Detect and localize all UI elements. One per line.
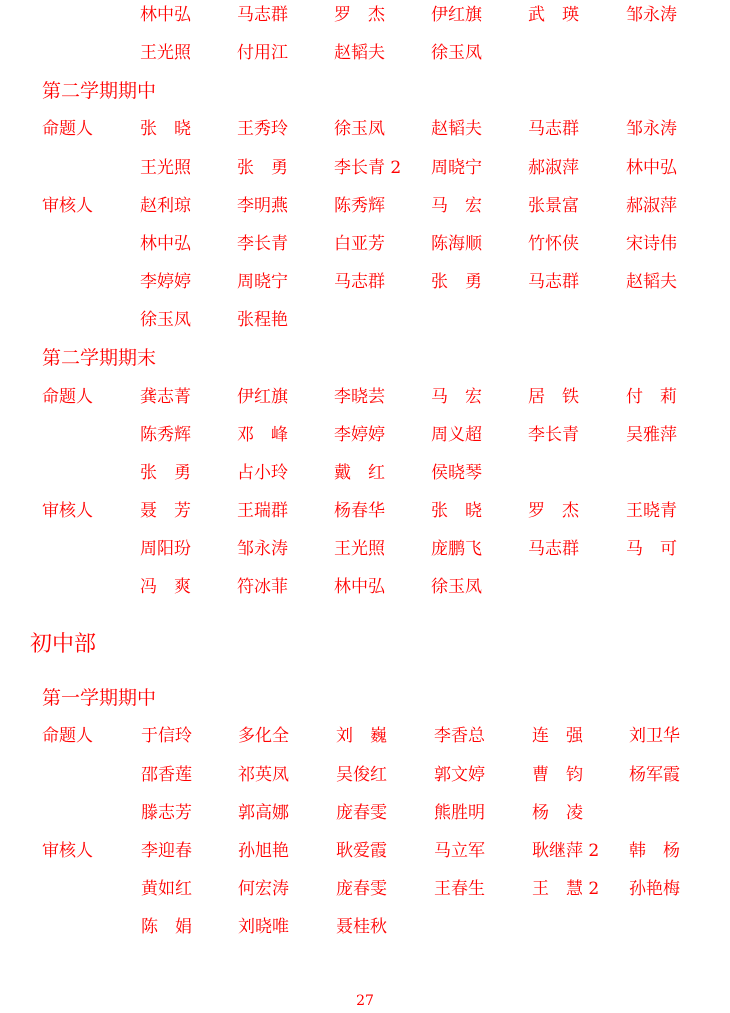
staff-name: 赵韬夫 [334, 43, 385, 63]
staff-name: 罗 杰 [334, 5, 385, 25]
staff-name: 马 宏 [431, 387, 482, 407]
staff-name: 李长青 [528, 425, 579, 445]
staff-name: 张 勇 [237, 158, 288, 178]
staff-row [0, 763, 730, 787]
staff-name: 祁英凤 [238, 765, 289, 785]
staff-name: 王光照 [140, 43, 191, 63]
staff-name: 杨军霞 [629, 765, 680, 785]
staff-name: 郭文婷 [434, 765, 485, 785]
staff-name: 李婷婷 [334, 425, 385, 445]
staff-name: 王光照 [334, 539, 385, 559]
staff-name: 马 可 [626, 539, 677, 559]
staff-name: 马立军 [434, 841, 485, 861]
staff-name: 王晓青 [626, 501, 677, 521]
staff-name: 熊胜明 [434, 803, 485, 823]
staff-name: 居 铁 [528, 387, 579, 407]
staff-name: 符冰菲 [237, 577, 288, 597]
staff-name: 庞春雯 [336, 879, 387, 899]
staff-row [0, 156, 730, 180]
staff-name: 王春生 [434, 879, 485, 899]
staff-name: 杨 凌 [532, 803, 583, 823]
staff-name: 竹怀侠 [528, 234, 579, 254]
staff-name: 吴雅萍 [626, 425, 677, 445]
staff-name: 王 慧 2 [532, 879, 600, 899]
staff-row [0, 3, 730, 27]
staff-row [0, 499, 730, 523]
role-label: 审核人 [42, 501, 93, 521]
role-label: 命题人 [42, 726, 93, 746]
staff-name: 白亚芳 [334, 234, 385, 254]
staff-name: 马志群 [334, 272, 385, 292]
staff-name: 徐玉凤 [334, 119, 385, 139]
staff-name: 罗 杰 [528, 501, 579, 521]
staff-name: 耿继萍 2 [532, 841, 600, 861]
staff-name: 陈秀辉 [334, 196, 385, 216]
staff-name: 吴俊红 [336, 765, 387, 785]
staff-row [0, 724, 730, 748]
staff-name: 曹 钧 [532, 765, 583, 785]
term-heading: 第二学期期末 [42, 347, 157, 369]
staff-row [0, 839, 730, 863]
role-label: 命题人 [42, 119, 93, 139]
staff-row [0, 801, 730, 825]
staff-name: 徐玉凤 [431, 577, 482, 597]
staff-row [0, 915, 730, 939]
staff-name: 李香总 [434, 726, 485, 746]
staff-name: 周晓宁 [431, 158, 482, 178]
role-label: 审核人 [42, 841, 93, 861]
role-label: 审核人 [42, 196, 93, 216]
staff-name: 黄如红 [141, 879, 192, 899]
department-heading: 初中部 [30, 632, 97, 657]
staff-name: 马志群 [528, 539, 579, 559]
staff-name: 林中弘 [140, 234, 191, 254]
staff-name: 连 强 [532, 726, 583, 746]
staff-name: 徐玉凤 [431, 43, 482, 63]
staff-name: 张 晓 [140, 119, 191, 139]
staff-name: 张 勇 [140, 463, 191, 483]
staff-name: 张 勇 [431, 272, 482, 292]
staff-name: 多化全 [238, 726, 289, 746]
staff-name: 龚志菁 [140, 387, 191, 407]
staff-name: 宋诗伟 [626, 234, 677, 254]
staff-name: 林中弘 [334, 577, 385, 597]
staff-name: 赵韬夫 [431, 119, 482, 139]
staff-name: 侯晓琴 [431, 463, 482, 483]
staff-name: 戴 红 [334, 463, 385, 483]
staff-name: 陈秀辉 [140, 425, 191, 445]
staff-name: 赵韬夫 [626, 272, 677, 292]
staff-row [0, 232, 730, 256]
staff-name: 付用江 [237, 43, 288, 63]
staff-name: 杨春华 [334, 501, 385, 521]
staff-name: 何宏涛 [238, 879, 289, 899]
staff-name: 马志群 [528, 119, 579, 139]
staff-name: 周晓宁 [237, 272, 288, 292]
staff-name: 李晓芸 [334, 387, 385, 407]
staff-name: 王秀玲 [237, 119, 288, 139]
staff-name: 刘晓唯 [238, 917, 289, 937]
staff-row [0, 117, 730, 141]
staff-name: 伊红旗 [237, 387, 288, 407]
staff-name: 马志群 [237, 5, 288, 25]
staff-name: 滕志芳 [141, 803, 192, 823]
staff-name: 邓 峰 [237, 425, 288, 445]
staff-row [0, 270, 730, 294]
staff-name: 张景富 [528, 196, 579, 216]
staff-name: 郝淑萍 [528, 158, 579, 178]
staff-name: 占小玲 [237, 463, 288, 483]
staff-row [0, 575, 730, 599]
staff-row [0, 877, 730, 901]
staff-name: 邹永涛 [237, 539, 288, 559]
staff-row [0, 308, 730, 332]
staff-row [0, 423, 730, 447]
staff-name: 王瑞群 [237, 501, 288, 521]
staff-name: 林中弘 [626, 158, 677, 178]
staff-name: 伊红旗 [431, 5, 482, 25]
staff-name: 邹永涛 [626, 5, 677, 25]
staff-row [0, 537, 730, 561]
staff-name: 郝淑萍 [626, 196, 677, 216]
staff-name: 耿爱霞 [336, 841, 387, 861]
staff-name: 李明燕 [237, 196, 288, 216]
staff-row [0, 41, 730, 65]
term-heading: 第二学期期中 [42, 80, 157, 102]
staff-name: 武 瑛 [528, 5, 579, 25]
staff-name: 付 莉 [626, 387, 677, 407]
staff-name: 郭高娜 [238, 803, 289, 823]
staff-name: 林中弘 [140, 5, 191, 25]
staff-name: 张程艳 [237, 310, 288, 330]
staff-name: 邹永涛 [626, 119, 677, 139]
staff-name: 马 宏 [431, 196, 482, 216]
staff-name: 李长青 [237, 234, 288, 254]
staff-name: 李婷婷 [140, 272, 191, 292]
staff-name: 李长青 2 [334, 158, 402, 178]
staff-row [0, 194, 730, 218]
staff-name: 庞鹏飞 [431, 539, 482, 559]
staff-name: 邵香莲 [141, 765, 192, 785]
staff-name: 冯 爽 [140, 577, 191, 597]
staff-name: 王光照 [140, 158, 191, 178]
term-heading: 第一学期期中 [42, 687, 157, 709]
staff-row [0, 385, 730, 409]
staff-name: 陈海顺 [431, 234, 482, 254]
staff-name: 韩 杨 [629, 841, 680, 861]
staff-name: 孙旭艳 [238, 841, 289, 861]
staff-name: 李迎春 [141, 841, 192, 861]
staff-name: 庞春雯 [336, 803, 387, 823]
staff-name: 聂桂秋 [336, 917, 387, 937]
staff-name: 刘卫华 [629, 726, 680, 746]
staff-name: 刘 巍 [336, 726, 387, 746]
staff-name: 徐玉凤 [140, 310, 191, 330]
staff-row [0, 461, 730, 485]
staff-name: 聂 芳 [140, 501, 191, 521]
staff-name: 张 晓 [431, 501, 482, 521]
staff-name: 周义超 [431, 425, 482, 445]
role-label: 命题人 [42, 387, 93, 407]
staff-name: 孙艳梅 [629, 879, 680, 899]
page-number: 27 [356, 993, 374, 1009]
staff-name: 于信玲 [141, 726, 192, 746]
staff-name: 赵利琼 [140, 196, 191, 216]
staff-name: 马志群 [528, 272, 579, 292]
staff-name: 周阳玢 [140, 539, 191, 559]
staff-name: 陈 娟 [141, 917, 192, 937]
